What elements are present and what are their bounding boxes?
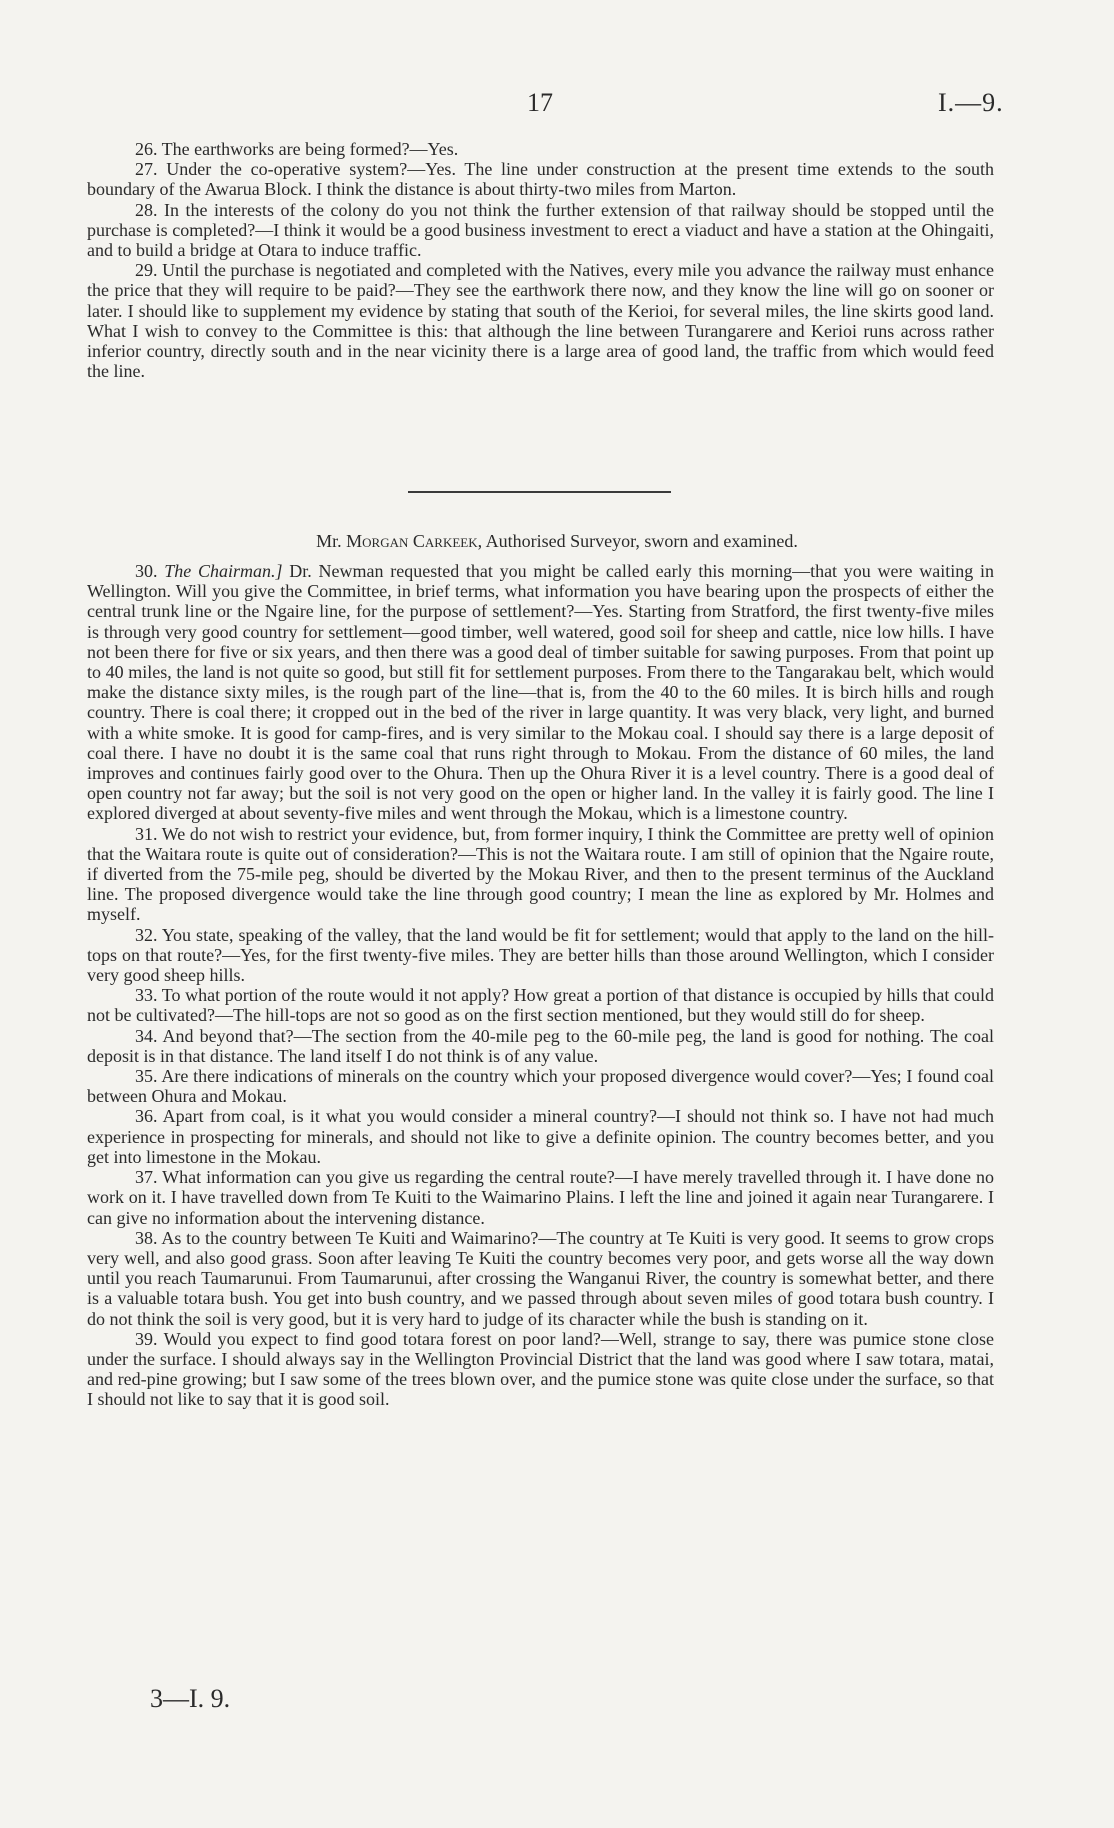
evidence-paragraph: 32. You state, speaking of the valley, that the land would be fit for settlement; would that apply to the land on the hill-tops on that route?—Yes, for the first twenty-five miles. They are better hills than those around Wellington, which I consider very good sheep hills.: [87, 924, 994, 986]
evidence-section-2: [87, 561, 994, 1410]
evidence-paragraph: 31. We do not wish to restrict your evidence, but, from former inquiry, I think the Committee are pretty well of opinion that the Waitara route is quite out of consideration?—This is not the Waitara route. I am still of opinion that the Ngaire route, if diverted from the 75-mile peg, should be diverted by the Mokau River, and then to the present terminus of the Auckland line. The proposed divergence would take the line through good country; I mean the line as explored by Mr. Holmes and myself.: [87, 823, 994, 925]
signature-mark: 3—I. 9.: [150, 1684, 231, 1713]
evidence-paragraph: 34. And beyond that?—The section from the 40-mile peg to the 60-mile peg, the land is good for nothing. The coal deposit is in that distance. The land itself I do not think is of any value.: [87, 1025, 994, 1066]
evidence-paragraph: 38. As to the country between Te Kuiti and Waimarino?—The country at Te Kuiti is very good. It seems to grow crops very well, and also good grass. Soon after leaving Te Kuiti the country becomes very poor, and gets worse all the way down until you reach Taumarunui. From Taumarunui, after crossing the Wanganui River, the country is somewhat better, and there is a valuable totara bush. You get into bush country, and we passed through about seven miles of good totara bush country. I do not think the soil is very good, but it is very hard to judge of its character while the bush is standing on it.: [87, 1227, 994, 1329]
question-30-paragraph: [87, 561, 994, 824]
question-text: Dr. Newman requested that you might be called early this morning—that you were waiting in Wellington. Will you give the Committee, in brief terms, what information you have bearing upon the prospects of either the central trunk line or the Ngaire line, for the purpose of settlement?—Yes. Starting from Stratford, the first twenty-five miles is through very good country for settlement—good timber, well watered, good soil for sheep and cattle, nice low hills. I have not been there for five or six years, and then there was a good deal of timber suitable for sawing purposes. From that point up to 40 miles, the land is not quite so good, but still fit for settlement purposes. From there to the Tangarakau belt, which would make the distance sixty miles, is the rough part of the line—that is, from the 40 to the 60 miles. It is birch hills and rough country. There is coal there; it cropped out in the bed of the river in large quantity. It was very black, very light, and burned with a white smoke. It is good for camp-fires, and is very similar to the Mokau coal. I should say there is a large deposit of coal there. I have no doubt it is the same coal that runs right through to Mokau. From the distance of 60 miles, the land improves and continues fairly good over to the Ohura. Then up the Ohura River it is a level country. There is a good deal of open country not far away; but the soil is not very good on the open or higher land. In the valley it is fairly good. The line I explored diverged at about seventy-five miles and went through the Mokau, which is a limestone country.: [87, 561, 994, 824]
evidence-paragraph: 35. Are there indications of minerals on the country which your proposed divergence would cover?—Yes; I found coal between Ohura and Mokau.: [87, 1066, 994, 1107]
section-divider: [408, 491, 671, 493]
speaker-label: The Chairman.]: [164, 561, 283, 581]
question-number: 30.: [135, 561, 158, 581]
evidence-paragraph: 37. What information can you give us regarding the central route?—I have merely travelled through it. I have done no work on it. I have travelled down from Te Kuiti to the Waimarino Plains. I left the line and joined it again near Turangarere. I can give no information about the intervening distance.: [87, 1167, 994, 1228]
witness-title: Mr.: [316, 531, 342, 551]
evidence-paragraph: 36. Apart from coal, is it what you would consider a mineral country?—I should not think so. I have not had much experience in prospecting for minerals, and should not like to give a definite opinion. The country becomes better, and you get into limestone in the Mokau.: [87, 1106, 994, 1167]
witness-description: , Authorised Surveyor, sworn and examined.: [477, 531, 798, 551]
witness-heading: [0, 530, 1114, 552]
page-number: 17: [527, 88, 553, 117]
evidence-section-1: [87, 139, 994, 381]
witness-name: Morgan Carkeek: [346, 531, 478, 551]
document-reference: I.—9.: [938, 88, 1004, 117]
evidence-paragraph: 27. Under the co-operative system?—Yes. The line under construction at the present time extends to the south boundary of the Awarua Block. I think the distance is about thirty-two miles from Marton.: [87, 159, 994, 200]
evidence-paragraph: 33. To what portion of the route would it not apply? How great a portion of that distance is occupied by hills that could not be cultivated?—The hill-tops are not so good as on the first section mentioned, but they would still do for sheep.: [87, 985, 994, 1026]
evidence-paragraph: 29. Until the purchase is negotiated and completed with the Natives, every mile you advance the railway must enhance the price that they will require to be paid?—They see the earthwork there now, and they know the line will go on sooner or later. I should like to supplement my evidence by stating that south of the Kerioi, for several miles, the line skirts good land. What I wish to convey to the Committee is this: that although the line between Turangarere and Kerioi runs across rather inferior country, directly south and in the near vicinity there is a large area of good land, the traffic from which would feed the line.: [87, 260, 994, 382]
evidence-paragraph: 28. In the interests of the colony do you not think the further extension of that railway should be stopped until the purchase is completed?—I think it would be a good business investment to erect a viaduct and have a station at the Ohingaiti, and to build a bridge at Otara to induce traffic.: [87, 199, 994, 261]
page-header: [0, 88, 1114, 122]
evidence-paragraph: 39. Would you expect to find good totara forest on poor land?—Well, strange to say, there was pumice stone close under the surface. I should always say in the Wellington Provincial District that the land was good where I saw totara, matai, and red-pine growing; but I saw some of the trees blown over, and the pumice stone was quite close under the surface, so that I should not like to say that it is good soil.: [87, 1328, 994, 1410]
evidence-paragraph: 26. The earthworks are being formed?—Yes.: [135, 139, 459, 159]
